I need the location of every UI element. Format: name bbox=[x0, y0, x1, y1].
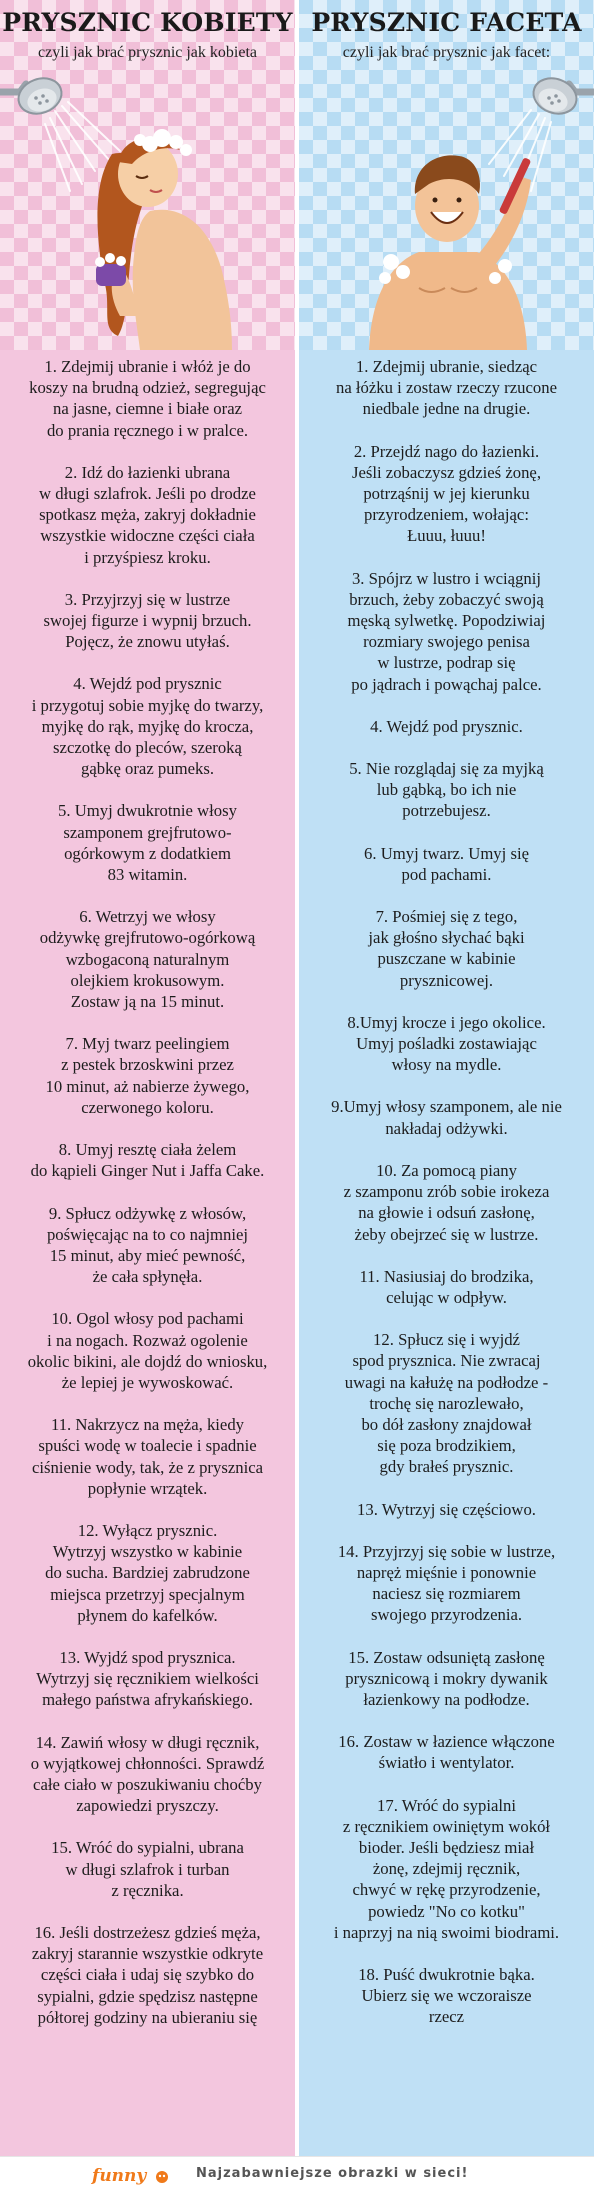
man-steps-list bbox=[305, 356, 588, 2049]
list-item: 10. Ogol włosy pod pachami i na nogach. Rozważ ogolenie okolic bikini, ale dojdź do wniosku, że lepiej je wywoskować. bbox=[27, 1309, 268, 1392]
list-item: 18. Puść dwukrotnie bąka. Ubierz się we wczoraisze rzecz bbox=[358, 1964, 535, 2027]
list-item: 11. Nakrzycz na męża, kiedy spuści wodę w toalecie i spadnie ciśnienie wody, tak, że z prysznica popłynie wrzątek. bbox=[31, 1415, 264, 1498]
list-item: 9.Umyj włosy szamponem, ale nie nakładaj odżywki. bbox=[331, 1097, 562, 1138]
woman-showering-illustration bbox=[0, 66, 295, 350]
woman-shower-column bbox=[0, 0, 295, 2156]
list-item: 4. Wejdź pod prysznic i przygotuj sobie myjkę do twarzy, myjkę do rąk, myjkę do krocza, szczotkę do pleców, szeroką gąbkę oraz pumeks. bbox=[31, 674, 264, 779]
man-shower-column bbox=[299, 0, 594, 2156]
list-item: 1. Zdejmij ubranie, siedząc na łóżku i zostaw rzeczy rzucone niedbale jedne na drugie. bbox=[336, 357, 557, 419]
list-item: 5. Umyj dwukrotnie włosy szamponem grejfrutowo- ogórkowym z dodatkiem 83 witamin. bbox=[58, 801, 237, 885]
list-item: 8. Umyj resztę ciała żelem do kąpieli Ginger Nut i Jaffa Cake. bbox=[30, 1140, 265, 1181]
shower-head-icon bbox=[529, 73, 594, 120]
woman-header bbox=[0, 0, 295, 350]
list-item: 1. Zdejmij ubranie i włóż je do koszy na brudną odzież, segregując na jasne, ciemne i białe oraz do prania ręcznego i w pralce. bbox=[29, 357, 266, 440]
list-item: 12. Spłucz się i wyjdź spod prysznica. Nie zwracaj uwagi na kałużę na podłodze - trochę się narozlewało, bo dół zasłony znajdował się poza brodzikiem, gdy brałeś prysznic. bbox=[344, 1330, 549, 1477]
list-item: 5. Nie rozglądaj się za myjką lub gąbką, bo ich nie potrzebujesz. bbox=[349, 759, 544, 821]
list-item: 4. Wejdź pod prysznic. bbox=[370, 716, 523, 736]
man-showering-illustration bbox=[299, 66, 594, 350]
list-item: 10. Za pomocą piany z szamponu zrób sobie irokeza na głowie i odsuń zasłonę, żeby obejrzeć się w lustrze. bbox=[343, 1160, 550, 1244]
list-item: 15. Zostaw odsuniętą zasłonę prysznicową i mokry dywanik łazienkowy na podłodze. bbox=[345, 1647, 548, 1709]
list-item: 3. Spójrz w lustro i wciągnij brzuch, żeby zobaczyć swoją męską sylwetkę. Popodziwiaj rozmiary swojego penisa w lustrze, podrap się po jądrach i powąchaj palce. bbox=[347, 568, 546, 694]
list-item: 16. Jeśli dostrzeżesz gdzieś męża, zakryj starannie wszystkie odkryte części ciała i udaj się szybko do sypialni, gdzie spędzisz następne półtorej godziny na ubieraniu się bbox=[31, 1922, 264, 2027]
list-item: 12. Wyłącz prysznic. Wytrzyj wszystko w kabinie do sucha. Bardziej zabrudzone miejsca przetrzyj specjalnym płynem do kafelków. bbox=[45, 1520, 250, 1625]
list-item: 6. Umyj twarz. Umyj się pod pachami. bbox=[364, 843, 529, 884]
list-item: 8.Umyj krocze i jego okolice. Umyj pośladki zostawiając włosy na mydle. bbox=[347, 1012, 546, 1075]
list-item: 2. Przejdź nago do łazienki. Jeśli zobaczysz gdzieś żonę, potrząśnij w jej kierunku przyrodzeniem, wołając: Łuuu, łuuu! bbox=[351, 441, 542, 546]
list-item: 11. Nasiusiaj do brodzika, celując w odpływ. bbox=[359, 1266, 534, 1307]
list-item: 15. Wróć do sypialni, ubrana w długi szlafrok i turban z ręcznika. bbox=[51, 1838, 244, 1900]
funny-logo[interactable] bbox=[90, 2161, 180, 2187]
list-item: 16. Zostaw w łazience włączone światło i wentylator. bbox=[338, 1732, 555, 1773]
footer-tagline: Najzabawniejsze obrazki w sieci! bbox=[196, 2166, 469, 2181]
woman-title: PRYSZNIC KOBIETY bbox=[2, 8, 293, 37]
list-item: 6. Wetrzyj we włosy odżywkę grejfrutowo-ogórkową wzbogaconą naturalnym olejkiem krokusowym. Zostaw ją na 15 minut. bbox=[39, 907, 256, 1012]
woman-steps-list bbox=[6, 356, 289, 2049]
list-item: 13. Wytrzyj się częściowo. bbox=[357, 1499, 536, 1519]
man-subtitle: czyli jak brać prysznic jak facet: bbox=[342, 44, 551, 61]
list-item: 17. Wróć do sypialni z ręcznikiem owiniętym wokół bioder. Jeśli będziesz miał żonę, zdejmij ręcznik, chwyć w rękę przyrodzenie, powiedz "No co kotku" i naprzyj na nią swoimi biodrami. bbox=[333, 1795, 560, 1942]
list-item: 7. Myj twarz peelingiem z pestek brzoskwini przez 10 minut, aż nabierze żywego, czerwonego koloru. bbox=[45, 1034, 250, 1117]
logo-text: funny bbox=[92, 2166, 147, 2186]
man-header bbox=[299, 0, 594, 350]
woman-subtitle: czyli jak brać prysznic jak kobieta bbox=[37, 44, 257, 61]
man-title: PRYSZNIC FACETA bbox=[311, 8, 582, 37]
list-item: 9. Spłucz odżywkę z włosów, poświęcając na to co najmniej 15 minut, aby mieć pewność, że cała spłynęła. bbox=[46, 1203, 249, 1287]
list-item: 14. Przyjrzyj się sobie w lustrze, napręż mięśnie i ponownie naciesz się rozmiarem swojego przyrodzenia. bbox=[337, 1541, 556, 1625]
list-item: 13. Wyjdź spod prysznica. Wytrzyj się ręcznikiem wielkości małego państwa afrykańskiego. bbox=[36, 1647, 259, 1710]
list-item: 14. Zawiń włosy w długi ręcznik, o wyjątkowej chłonności. Sprawdź całe ciało w poszukiwaniu choćby zapowiedzi pryszczy. bbox=[30, 1732, 265, 1816]
footer-bar bbox=[0, 2156, 594, 2190]
list-item: 3. Przyjrzyj się w lustrze swojej figurze i wypnij brzuch. Pojęcz, że znowu utyłaś. bbox=[43, 589, 252, 652]
list-item: 2. Idź do łazienki ubrana w długi szlafrok. Jeśli po drodze spotkasz męża, zakryj dokładnie wszystkie widoczne części ciała i przyśpiesz kroku. bbox=[39, 462, 256, 567]
list-item: 7. Pośmiej się z tego, jak głośno słychać bąki puszczane w kabinie prysznicowej. bbox=[368, 907, 525, 990]
